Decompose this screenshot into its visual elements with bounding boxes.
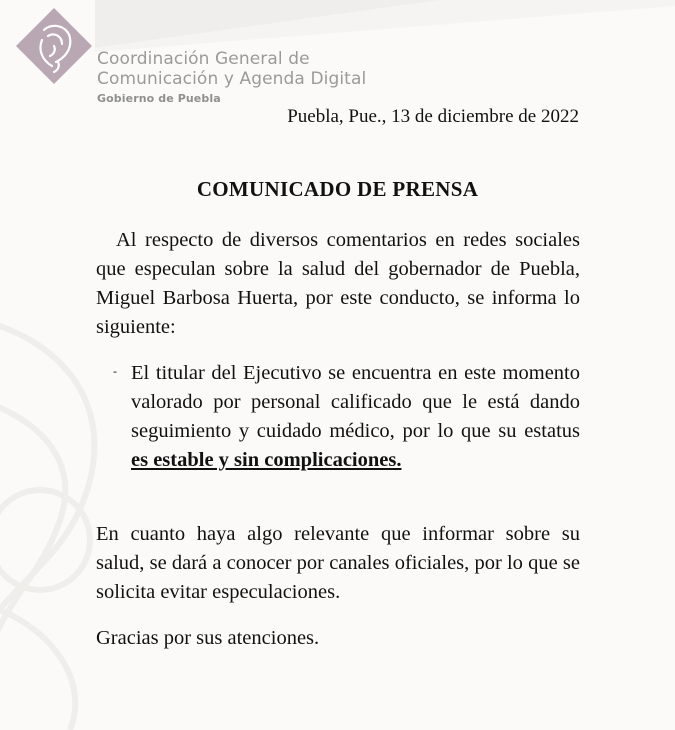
bullet-item-text: El titular del Ejecutivo se encuentra en este momento valorado por personal calificado que le está dando seguimiento y cuidado médico, por lo que su estatus (131, 362, 580, 442)
org-line-2: Comunicación y Agenda Digital (97, 69, 367, 89)
org-line-3: Gobierno de Puebla (97, 92, 221, 105)
bullet-item-emphasis: es estable y sin complicaciones. (131, 449, 402, 471)
bullet-marker: - (113, 364, 117, 378)
organization-name (97, 49, 366, 107)
closing-line: Gracias por sus atenciones. (96, 627, 320, 649)
document-date: Puebla, Pue., 13 de diciembre de 2022 (287, 106, 579, 127)
government-logo-icon (14, 6, 94, 86)
document-title: COMUNICADO DE PRENSA (196, 177, 479, 201)
org-line-1: Coordinación General de (97, 49, 310, 69)
paragraph-1 (96, 226, 580, 342)
watermark-emblem (0, 280, 160, 730)
paragraph-2: En cuanto haya algo relevante que informar sobre su salud, se dará a conocer por canales oficiales, por lo que se solicita evitar especulaciones. (96, 523, 580, 603)
bullet-item (131, 359, 580, 475)
paragraph-1-text: Al respecto de diversos comentarios en redes sociales que especulan sobre la salud del gobernador de Puebla, Miguel Barbosa Huerta, por este conducto, se informa lo siguiente: (96, 229, 580, 338)
